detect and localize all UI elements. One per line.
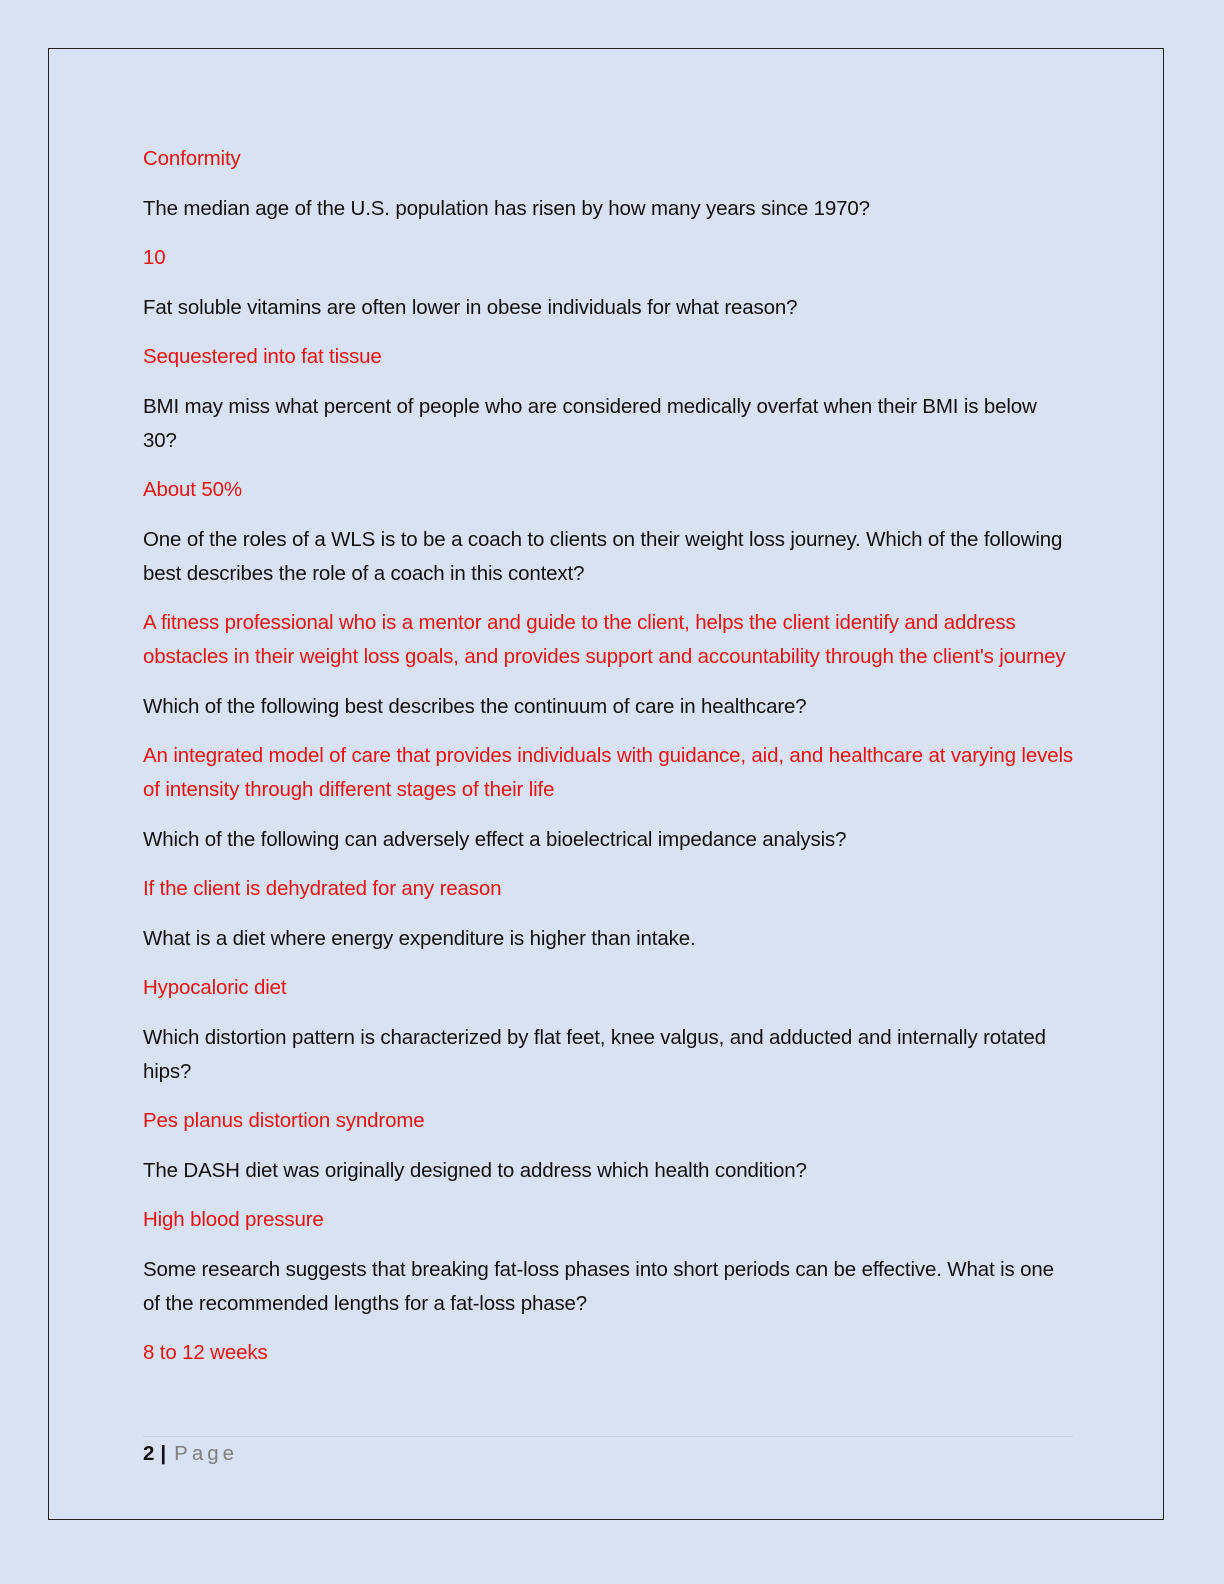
question-text: Which of the following best describes the continuum of care in healthcare?: [143, 694, 807, 718]
question-text: Which distortion pattern is characterized by flat feet, knee valgus, and adducted and internally rotated hips?: [143, 1025, 1046, 1083]
question-text: One of the roles of a WLS is to be a coach to clients on their weight loss journey. Which of the following best describes the role of a coach in this context?: [143, 527, 1063, 585]
answer-text: Sequestered into fat tissue: [143, 345, 382, 368]
question-text: The DASH diet was originally designed to address which health condition?: [143, 1158, 807, 1182]
answer-text: Pes planus distortion syndrome: [143, 1109, 425, 1132]
question-text: Fat soluble vitamins are often lower in obese individuals for what reason?: [143, 295, 798, 319]
answer-text: 8 to 12 weeks: [143, 1341, 268, 1364]
answer-text: Hypocaloric diet: [143, 976, 287, 999]
page-label: Page: [174, 1442, 239, 1465]
question-text: What is a diet where energy expenditure is higher than intake.: [143, 926, 696, 950]
question-text: Some research suggests that breaking fat-loss phases into short periods can be effective. What is one of the recommended lengths for a fat-loss phase?: [143, 1257, 1054, 1315]
answer-text: High blood pressure: [143, 1208, 324, 1231]
question-text: BMI may miss what percent of people who are considered medically overfat when their BMI is below 30?: [143, 394, 1037, 452]
page-number: 2: [143, 1442, 155, 1465]
footer-separator: |: [160, 1442, 167, 1465]
answer-text: An integrated model of care that provides individuals with guidance, aid, and healthcare at varying levels of intensity through different stages of their life: [143, 744, 1073, 801]
answer-text: If the client is dehydrated for any reason: [143, 877, 502, 900]
answer-text: A fitness professional who is a mentor and guide to the client, helps the client identify and address obstacles in their weight loss goals, and provides support and accountability through the client's journey: [143, 611, 1066, 668]
question-text: Which of the following can adversely effect a bioelectrical impedance analysis?: [143, 827, 847, 851]
answer-text: About 50%: [143, 478, 242, 501]
answer-text: 10: [143, 246, 166, 269]
qa-content: [143, 142, 1073, 1386]
footer-divider: [143, 1436, 1073, 1437]
page-footer: [143, 1440, 238, 1468]
question-text: The median age of the U.S. population has risen by how many years since 1970?: [143, 196, 870, 220]
answer-text: Conformity: [143, 147, 241, 170]
